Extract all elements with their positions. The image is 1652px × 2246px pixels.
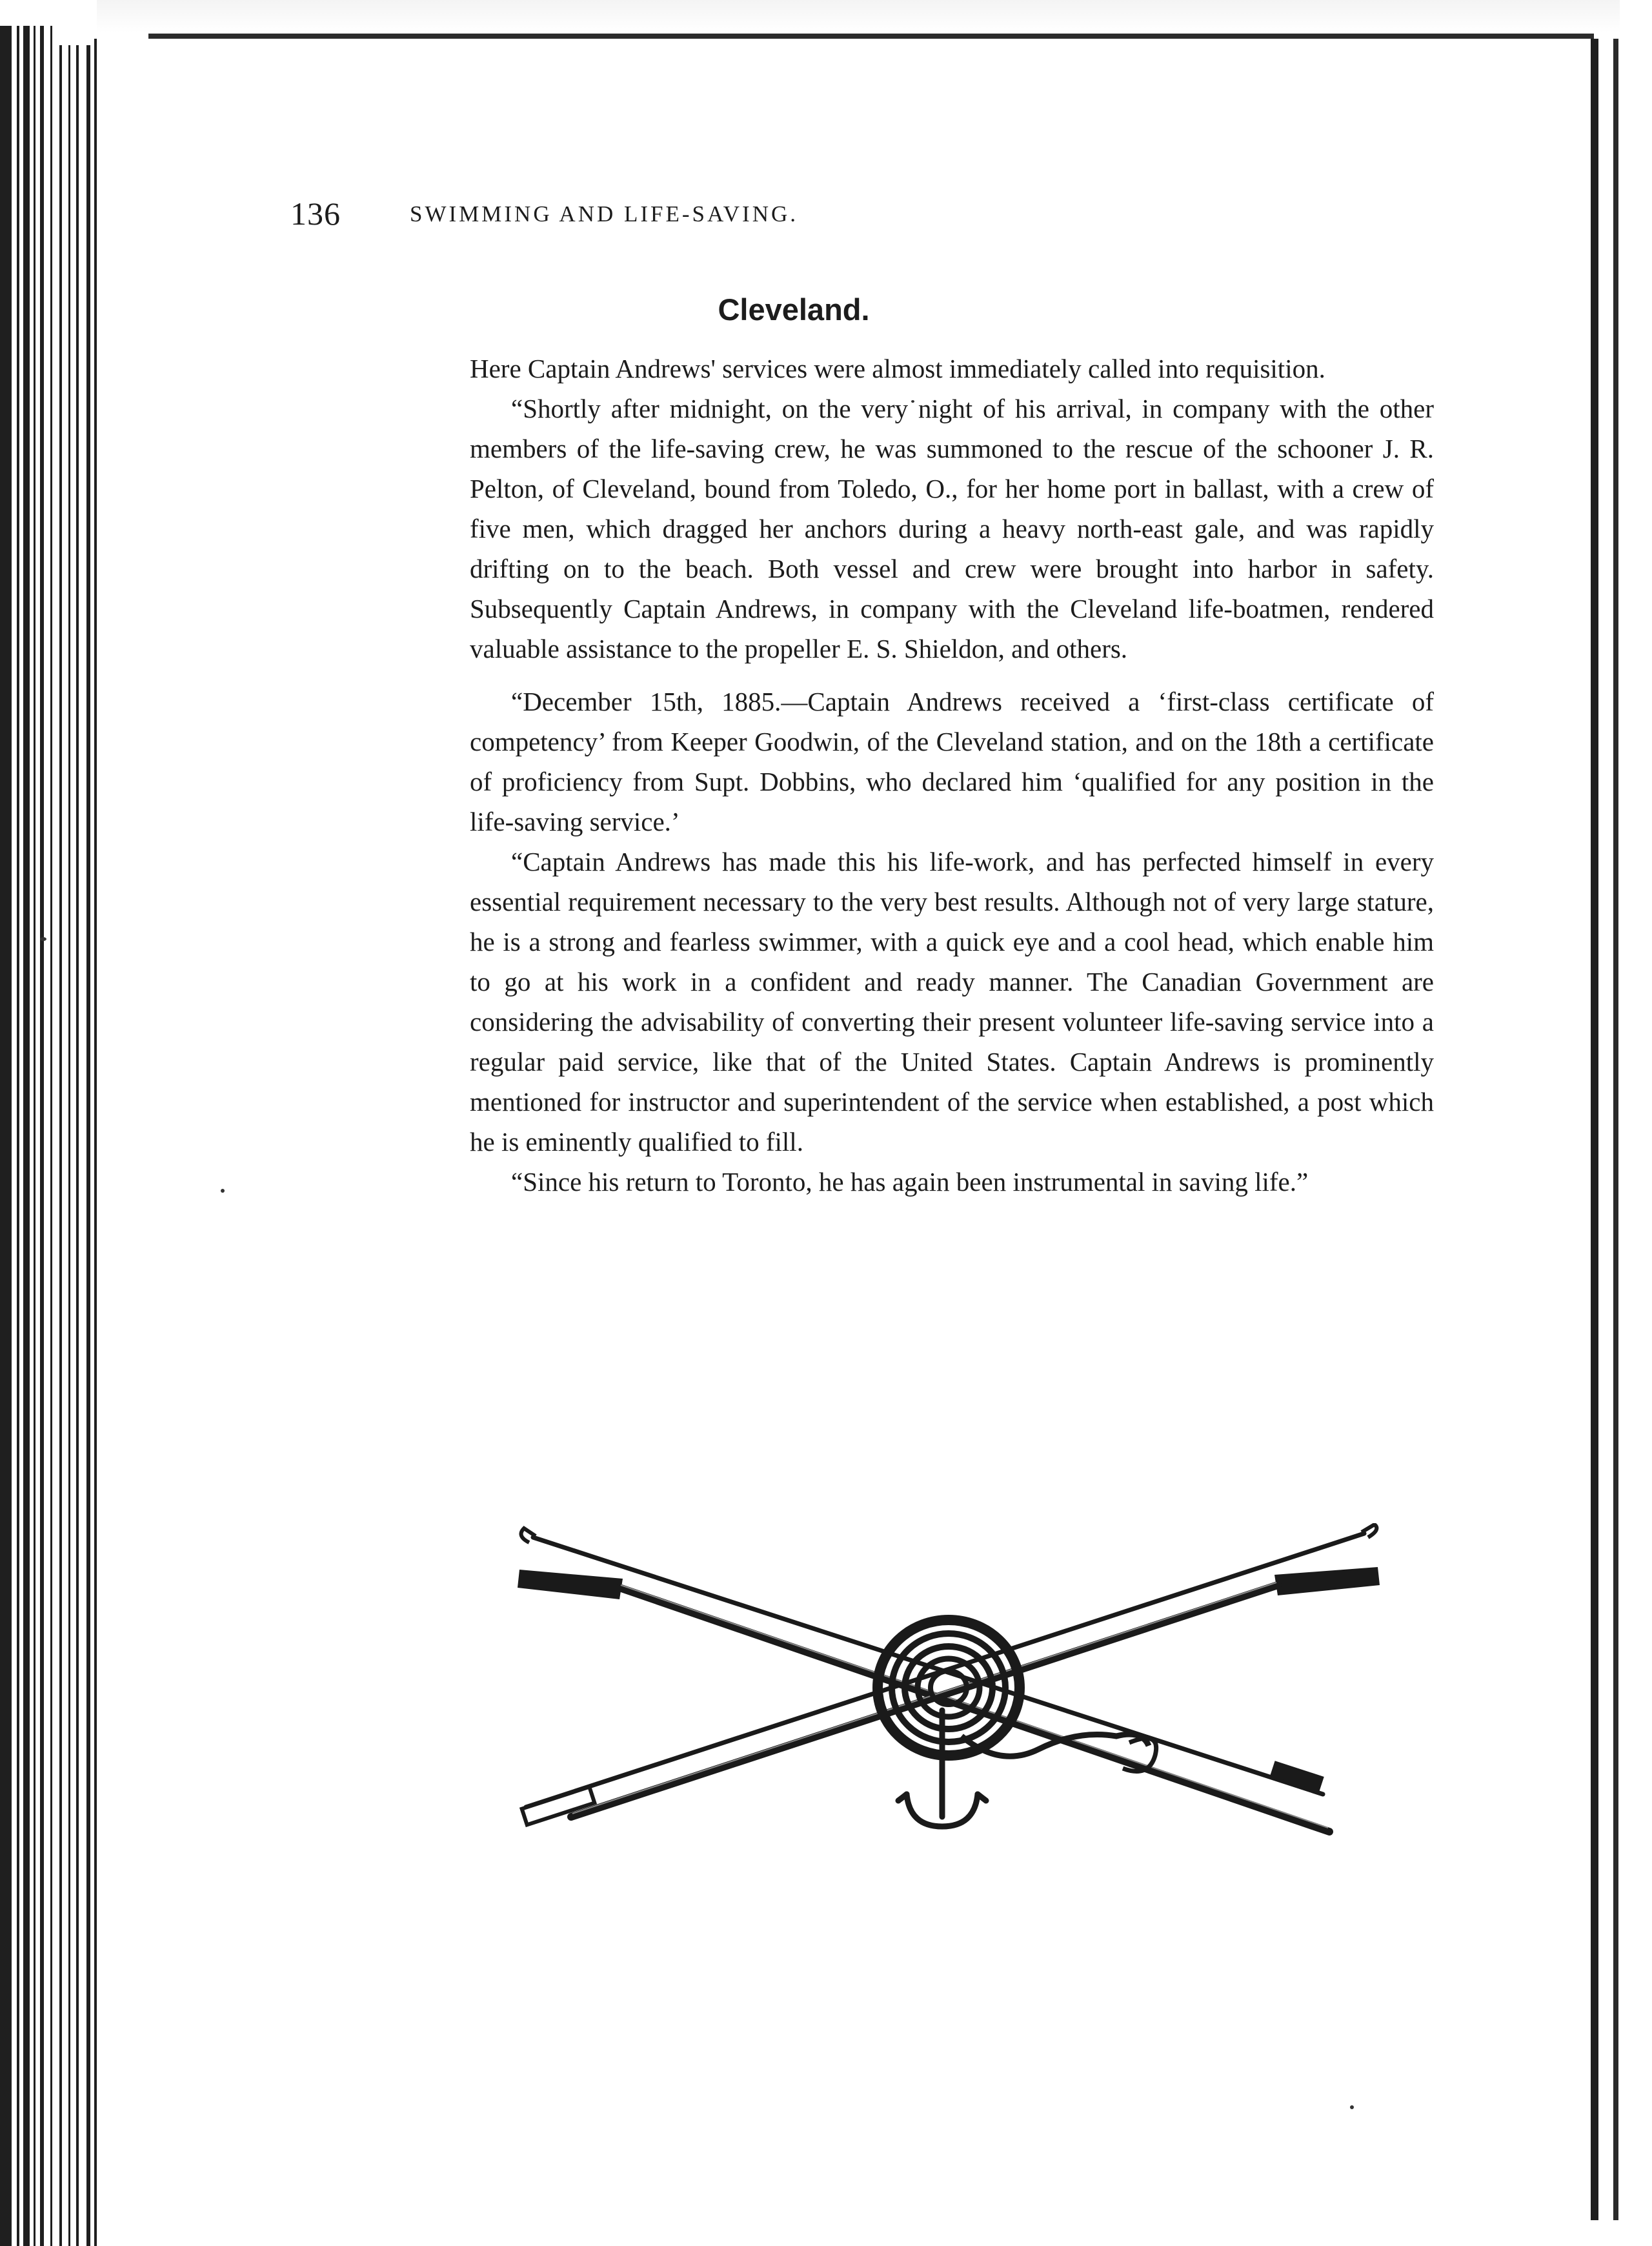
paragraph: “Since his return to Toronto, he has again been instrumental in saving life.” bbox=[511, 1167, 1309, 1197]
body-text bbox=[470, 349, 1434, 1202]
running-title: SWIMMING AND LIFE-SAVING. bbox=[410, 201, 798, 227]
scan-speck bbox=[1350, 2105, 1354, 2109]
book-top-edge bbox=[97, 0, 1620, 32]
paragraph: “Captain Andrews has made this his life-work, and has perfected himself in every essential requirement necessary to the very best results. Although not of very large stature, he is a strong and fearless swimmer, with a quick eye and a cool head, which enable him to go at his work in a confident and ready manner. The Canadian Government are considering the advisability of converting their present volunteer life-saving service into a regular paid service, like that of the United States. Captain Andrews is prominently mentioned for instructor and superintendent of the service when established, a post which he is eminently qualified to fill. bbox=[470, 847, 1434, 1157]
section-heading: Cleveland. bbox=[718, 292, 870, 327]
crossed-oars-illustration bbox=[510, 1523, 1387, 1846]
page-number: 136 bbox=[290, 196, 341, 232]
running-head bbox=[290, 195, 1446, 247]
crossed-oars-boathooks-rope-grapnel-icon bbox=[510, 1523, 1387, 1846]
paragraph: “December 15th, 1885.—Captain Andrews received a ‘first-class certificate of competency’ from Keeper Goodwin, of the Cleveland station, and on the 18th a certificate of proficiency from Supt. Dobbins, who declared him ‘qualified for any position in the life-saving service.’ bbox=[470, 687, 1434, 836]
book-spine-edge bbox=[0, 0, 97, 2246]
scan-speck bbox=[221, 1189, 225, 1193]
paragraph: Here Captain Andrews' services were almost immediately called into requisition. bbox=[470, 354, 1325, 383]
book-right-edge-inner bbox=[1613, 39, 1618, 2220]
paragraph: “Shortly after midnight, on the very night of his arrival, in company with the other members of the life-saving crew, he was summoned to the rescue of the schooner J. R. Pelton, of Cleveland, bound from Toledo, O., for her home port in ballast, with a crew of five men, which dragged her anchors during a heavy north-east gale, and was rapidly drifting on to the beach. Both vessel and crew were brought into harbor in safety. Subsequently Captain Andrews, in company with the Cleveland life-boatmen, rendered valuable assistance to the propeller E. S. Shieldon, and others. bbox=[470, 394, 1434, 663]
scan-speck bbox=[40, 937, 46, 941]
book-right-edge bbox=[1591, 39, 1598, 2220]
page-top-edge bbox=[148, 34, 1594, 39]
